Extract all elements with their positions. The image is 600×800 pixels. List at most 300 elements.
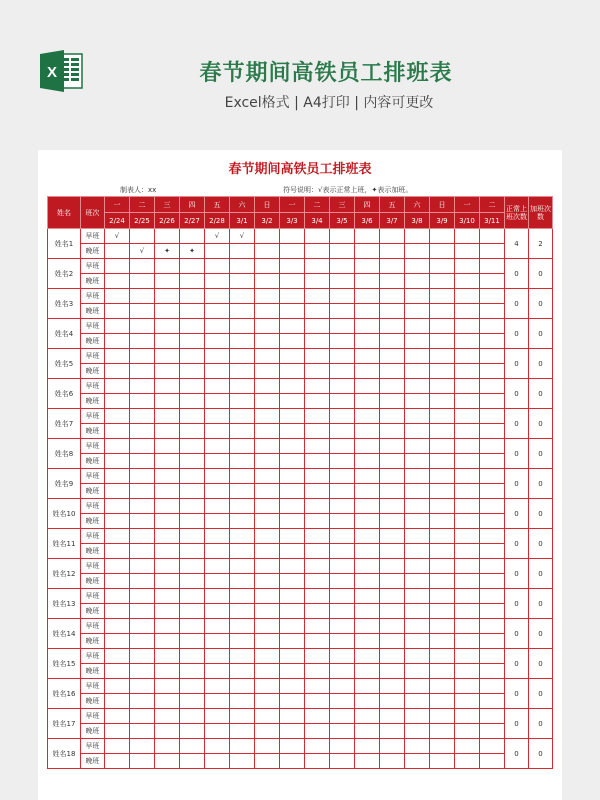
schedule-cell[interactable] bbox=[430, 334, 455, 349]
schedule-cell[interactable] bbox=[430, 454, 455, 469]
schedule-cell[interactable] bbox=[130, 409, 155, 424]
overtime-count-cell[interactable]: 0 bbox=[529, 439, 553, 469]
schedule-cell[interactable] bbox=[280, 709, 305, 724]
schedule-cell[interactable] bbox=[380, 694, 405, 709]
schedule-cell[interactable] bbox=[105, 724, 130, 739]
schedule-cell[interactable] bbox=[155, 559, 180, 574]
schedule-cell[interactable] bbox=[155, 724, 180, 739]
overtime-count-cell[interactable]: 0 bbox=[529, 289, 553, 319]
schedule-cell[interactable] bbox=[305, 334, 330, 349]
schedule-cell[interactable] bbox=[255, 709, 280, 724]
overtime-count-cell[interactable]: 0 bbox=[529, 379, 553, 409]
schedule-cell[interactable] bbox=[280, 229, 305, 244]
overtime-count-cell[interactable]: 2 bbox=[529, 229, 553, 259]
schedule-cell[interactable] bbox=[205, 244, 230, 259]
schedule-cell[interactable] bbox=[255, 469, 280, 484]
overtime-count-cell[interactable]: 0 bbox=[529, 709, 553, 739]
schedule-cell[interactable] bbox=[480, 529, 505, 544]
schedule-cell[interactable] bbox=[280, 469, 305, 484]
schedule-cell[interactable] bbox=[180, 454, 205, 469]
schedule-cell[interactable] bbox=[155, 469, 180, 484]
schedule-cell[interactable] bbox=[205, 559, 230, 574]
schedule-cell[interactable] bbox=[305, 349, 330, 364]
schedule-cell[interactable] bbox=[455, 274, 480, 289]
schedule-cell[interactable] bbox=[330, 694, 355, 709]
schedule-cell[interactable] bbox=[155, 619, 180, 634]
schedule-cell[interactable] bbox=[130, 634, 155, 649]
schedule-cell[interactable] bbox=[430, 754, 455, 769]
schedule-cell[interactable] bbox=[480, 454, 505, 469]
schedule-cell[interactable] bbox=[405, 454, 430, 469]
schedule-cell[interactable] bbox=[280, 394, 305, 409]
schedule-cell[interactable] bbox=[155, 379, 180, 394]
schedule-cell[interactable] bbox=[205, 304, 230, 319]
schedule-cell[interactable] bbox=[405, 544, 430, 559]
schedule-cell[interactable] bbox=[155, 319, 180, 334]
schedule-cell[interactable] bbox=[430, 634, 455, 649]
schedule-cell[interactable]: ✦ bbox=[180, 244, 205, 259]
schedule-cell[interactable] bbox=[305, 514, 330, 529]
schedule-cell[interactable] bbox=[480, 274, 505, 289]
schedule-cell[interactable] bbox=[280, 439, 305, 454]
schedule-cell[interactable] bbox=[155, 499, 180, 514]
schedule-cell[interactable] bbox=[205, 469, 230, 484]
schedule-cell[interactable] bbox=[155, 679, 180, 694]
schedule-cell[interactable] bbox=[480, 559, 505, 574]
schedule-cell[interactable] bbox=[205, 709, 230, 724]
schedule-cell[interactable] bbox=[480, 664, 505, 679]
employee-name[interactable]: 姓名4 bbox=[48, 319, 81, 349]
schedule-cell[interactable] bbox=[130, 529, 155, 544]
schedule-cell[interactable] bbox=[230, 574, 255, 589]
schedule-cell[interactable] bbox=[430, 544, 455, 559]
schedule-cell[interactable] bbox=[205, 649, 230, 664]
schedule-cell[interactable] bbox=[280, 634, 305, 649]
employee-name[interactable]: 姓名15 bbox=[48, 649, 81, 679]
schedule-cell[interactable] bbox=[430, 304, 455, 319]
schedule-cell[interactable] bbox=[455, 334, 480, 349]
schedule-cell[interactable] bbox=[430, 349, 455, 364]
schedule-cell[interactable] bbox=[105, 244, 130, 259]
schedule-cell[interactable] bbox=[330, 274, 355, 289]
schedule-cell[interactable] bbox=[405, 529, 430, 544]
overtime-count-cell[interactable]: 0 bbox=[529, 739, 553, 769]
schedule-cell[interactable] bbox=[380, 409, 405, 424]
schedule-cell[interactable] bbox=[205, 454, 230, 469]
schedule-cell[interactable] bbox=[380, 334, 405, 349]
employee-name[interactable]: 姓名1 bbox=[48, 229, 81, 259]
schedule-cell[interactable] bbox=[180, 424, 205, 439]
schedule-cell[interactable] bbox=[330, 409, 355, 424]
schedule-cell[interactable] bbox=[380, 454, 405, 469]
schedule-cell[interactable] bbox=[480, 394, 505, 409]
schedule-cell[interactable] bbox=[330, 454, 355, 469]
employee-name[interactable]: 姓名9 bbox=[48, 469, 81, 499]
schedule-cell[interactable] bbox=[105, 739, 130, 754]
schedule-cell[interactable] bbox=[455, 709, 480, 724]
schedule-cell[interactable] bbox=[130, 544, 155, 559]
schedule-cell[interactable] bbox=[480, 289, 505, 304]
schedule-cell[interactable] bbox=[430, 709, 455, 724]
employee-name[interactable]: 姓名6 bbox=[48, 379, 81, 409]
schedule-cell[interactable] bbox=[130, 724, 155, 739]
schedule-cell[interactable] bbox=[230, 589, 255, 604]
normal-count-cell[interactable]: 0 bbox=[505, 649, 529, 679]
schedule-cell[interactable] bbox=[280, 409, 305, 424]
normal-count-cell[interactable]: 0 bbox=[505, 379, 529, 409]
schedule-cell[interactable] bbox=[280, 544, 305, 559]
schedule-cell[interactable] bbox=[230, 739, 255, 754]
schedule-cell[interactable] bbox=[205, 529, 230, 544]
schedule-cell[interactable] bbox=[105, 439, 130, 454]
employee-name[interactable]: 姓名17 bbox=[48, 709, 81, 739]
schedule-cell[interactable] bbox=[255, 289, 280, 304]
schedule-cell[interactable] bbox=[430, 739, 455, 754]
schedule-cell[interactable] bbox=[105, 424, 130, 439]
schedule-cell[interactable] bbox=[430, 394, 455, 409]
schedule-cell[interactable] bbox=[180, 679, 205, 694]
schedule-cell[interactable] bbox=[230, 439, 255, 454]
normal-count-cell[interactable]: 0 bbox=[505, 529, 529, 559]
schedule-cell[interactable] bbox=[155, 274, 180, 289]
schedule-cell[interactable] bbox=[255, 319, 280, 334]
schedule-cell[interactable] bbox=[130, 229, 155, 244]
schedule-cell[interactable] bbox=[330, 544, 355, 559]
schedule-cell[interactable] bbox=[230, 469, 255, 484]
schedule-cell[interactable] bbox=[130, 289, 155, 304]
schedule-cell[interactable] bbox=[180, 724, 205, 739]
schedule-cell[interactable] bbox=[480, 244, 505, 259]
schedule-cell[interactable] bbox=[405, 439, 430, 454]
schedule-cell[interactable] bbox=[255, 349, 280, 364]
schedule-cell[interactable] bbox=[455, 349, 480, 364]
schedule-cell[interactable] bbox=[405, 724, 430, 739]
schedule-cell[interactable] bbox=[230, 364, 255, 379]
schedule-cell[interactable] bbox=[330, 619, 355, 634]
schedule-cell[interactable] bbox=[280, 604, 305, 619]
schedule-cell[interactable] bbox=[480, 589, 505, 604]
schedule-cell[interactable] bbox=[105, 589, 130, 604]
schedule-cell[interactable] bbox=[430, 469, 455, 484]
schedule-cell[interactable] bbox=[380, 529, 405, 544]
overtime-count-cell[interactable]: 0 bbox=[529, 529, 553, 559]
schedule-cell[interactable] bbox=[105, 469, 130, 484]
schedule-cell[interactable] bbox=[180, 439, 205, 454]
schedule-cell[interactable] bbox=[180, 604, 205, 619]
schedule-cell[interactable] bbox=[430, 274, 455, 289]
schedule-cell[interactable]: √ bbox=[130, 244, 155, 259]
schedule-cell[interactable] bbox=[330, 439, 355, 454]
employee-name[interactable]: 姓名13 bbox=[48, 589, 81, 619]
schedule-cell[interactable] bbox=[130, 574, 155, 589]
schedule-cell[interactable] bbox=[330, 499, 355, 514]
schedule-cell[interactable] bbox=[430, 439, 455, 454]
schedule-cell[interactable] bbox=[355, 529, 380, 544]
schedule-cell[interactable] bbox=[130, 619, 155, 634]
schedule-cell[interactable] bbox=[130, 439, 155, 454]
schedule-cell[interactable] bbox=[330, 589, 355, 604]
schedule-cell[interactable] bbox=[330, 724, 355, 739]
schedule-cell[interactable] bbox=[180, 754, 205, 769]
schedule-cell[interactable] bbox=[255, 559, 280, 574]
schedule-cell[interactable] bbox=[480, 604, 505, 619]
schedule-cell[interactable] bbox=[380, 289, 405, 304]
schedule-cell[interactable] bbox=[155, 709, 180, 724]
schedule-cell[interactable] bbox=[430, 574, 455, 589]
schedule-cell[interactable] bbox=[380, 394, 405, 409]
schedule-cell[interactable] bbox=[255, 259, 280, 274]
schedule-cell[interactable] bbox=[130, 649, 155, 664]
schedule-cell[interactable] bbox=[230, 604, 255, 619]
normal-count-cell[interactable]: 0 bbox=[505, 439, 529, 469]
schedule-cell[interactable] bbox=[130, 499, 155, 514]
schedule-cell[interactable] bbox=[430, 229, 455, 244]
schedule-cell[interactable] bbox=[330, 349, 355, 364]
schedule-cell[interactable] bbox=[230, 454, 255, 469]
schedule-cell[interactable] bbox=[355, 334, 380, 349]
schedule-cell[interactable] bbox=[380, 664, 405, 679]
schedule-cell[interactable] bbox=[280, 514, 305, 529]
schedule-cell[interactable] bbox=[430, 559, 455, 574]
schedule-cell[interactable] bbox=[280, 649, 305, 664]
schedule-cell[interactable] bbox=[380, 484, 405, 499]
schedule-cell[interactable] bbox=[130, 349, 155, 364]
schedule-cell[interactable] bbox=[305, 424, 330, 439]
schedule-cell[interactable] bbox=[430, 514, 455, 529]
schedule-cell[interactable] bbox=[355, 739, 380, 754]
schedule-cell[interactable] bbox=[180, 394, 205, 409]
schedule-cell[interactable] bbox=[305, 259, 330, 274]
schedule-cell[interactable] bbox=[305, 694, 330, 709]
schedule-cell[interactable] bbox=[405, 304, 430, 319]
schedule-cell[interactable] bbox=[305, 304, 330, 319]
schedule-cell[interactable] bbox=[205, 619, 230, 634]
schedule-cell[interactable] bbox=[205, 514, 230, 529]
schedule-cell[interactable] bbox=[305, 544, 330, 559]
schedule-cell[interactable] bbox=[155, 424, 180, 439]
schedule-cell[interactable] bbox=[255, 454, 280, 469]
schedule-cell[interactable] bbox=[330, 709, 355, 724]
schedule-cell[interactable] bbox=[405, 664, 430, 679]
employee-name[interactable]: 姓名14 bbox=[48, 619, 81, 649]
schedule-cell[interactable] bbox=[305, 229, 330, 244]
schedule-cell[interactable] bbox=[405, 754, 430, 769]
schedule-cell[interactable]: √ bbox=[105, 229, 130, 244]
schedule-cell[interactable] bbox=[280, 424, 305, 439]
schedule-cell[interactable] bbox=[405, 484, 430, 499]
schedule-cell[interactable] bbox=[455, 319, 480, 334]
schedule-cell[interactable] bbox=[480, 364, 505, 379]
schedule-cell[interactable] bbox=[455, 499, 480, 514]
normal-count-cell[interactable]: 0 bbox=[505, 709, 529, 739]
schedule-cell[interactable] bbox=[380, 499, 405, 514]
schedule-cell[interactable] bbox=[230, 754, 255, 769]
schedule-cell[interactable] bbox=[280, 679, 305, 694]
schedule-cell[interactable] bbox=[130, 424, 155, 439]
schedule-cell[interactable] bbox=[455, 634, 480, 649]
schedule-cell[interactable] bbox=[205, 739, 230, 754]
schedule-cell[interactable] bbox=[405, 589, 430, 604]
schedule-cell[interactable] bbox=[180, 379, 205, 394]
schedule-cell[interactable] bbox=[480, 754, 505, 769]
schedule-cell[interactable] bbox=[455, 454, 480, 469]
schedule-cell[interactable] bbox=[480, 424, 505, 439]
schedule-cell[interactable] bbox=[180, 619, 205, 634]
schedule-cell[interactable] bbox=[455, 484, 480, 499]
schedule-cell[interactable] bbox=[430, 589, 455, 604]
schedule-cell[interactable] bbox=[105, 259, 130, 274]
schedule-cell[interactable] bbox=[430, 379, 455, 394]
schedule-cell[interactable] bbox=[480, 469, 505, 484]
schedule-cell[interactable] bbox=[405, 229, 430, 244]
schedule-cell[interactable] bbox=[230, 664, 255, 679]
normal-count-cell[interactable]: 0 bbox=[505, 319, 529, 349]
schedule-cell[interactable] bbox=[155, 694, 180, 709]
schedule-cell[interactable] bbox=[205, 574, 230, 589]
schedule-cell[interactable] bbox=[480, 634, 505, 649]
schedule-cell[interactable] bbox=[330, 739, 355, 754]
schedule-cell[interactable] bbox=[430, 289, 455, 304]
schedule-cell[interactable] bbox=[355, 604, 380, 619]
schedule-cell[interactable] bbox=[405, 289, 430, 304]
schedule-cell[interactable] bbox=[430, 649, 455, 664]
schedule-cell[interactable] bbox=[305, 454, 330, 469]
schedule-cell[interactable] bbox=[205, 694, 230, 709]
schedule-cell[interactable] bbox=[380, 589, 405, 604]
schedule-cell[interactable] bbox=[355, 454, 380, 469]
schedule-cell[interactable] bbox=[330, 649, 355, 664]
schedule-cell[interactable] bbox=[105, 274, 130, 289]
schedule-cell[interactable] bbox=[405, 334, 430, 349]
schedule-cell[interactable] bbox=[130, 484, 155, 499]
schedule-cell[interactable] bbox=[230, 544, 255, 559]
schedule-cell[interactable] bbox=[330, 334, 355, 349]
schedule-cell[interactable] bbox=[380, 364, 405, 379]
schedule-cell[interactable] bbox=[355, 469, 380, 484]
schedule-cell[interactable] bbox=[455, 694, 480, 709]
schedule-cell[interactable] bbox=[255, 439, 280, 454]
overtime-count-cell[interactable]: 0 bbox=[529, 319, 553, 349]
schedule-cell[interactable] bbox=[455, 514, 480, 529]
schedule-cell[interactable] bbox=[455, 439, 480, 454]
schedule-cell[interactable] bbox=[405, 364, 430, 379]
schedule-cell[interactable] bbox=[355, 304, 380, 319]
schedule-cell[interactable] bbox=[305, 364, 330, 379]
schedule-cell[interactable] bbox=[180, 589, 205, 604]
schedule-cell[interactable] bbox=[455, 409, 480, 424]
employee-name[interactable]: 姓名8 bbox=[48, 439, 81, 469]
schedule-cell[interactable] bbox=[455, 289, 480, 304]
schedule-cell[interactable] bbox=[180, 544, 205, 559]
schedule-cell[interactable] bbox=[130, 709, 155, 724]
schedule-cell[interactable] bbox=[230, 499, 255, 514]
schedule-cell[interactable] bbox=[280, 334, 305, 349]
schedule-cell[interactable] bbox=[155, 544, 180, 559]
schedule-cell[interactable] bbox=[380, 349, 405, 364]
schedule-cell[interactable] bbox=[455, 379, 480, 394]
schedule-cell[interactable] bbox=[455, 604, 480, 619]
schedule-cell[interactable] bbox=[405, 679, 430, 694]
schedule-cell[interactable] bbox=[355, 289, 380, 304]
schedule-cell[interactable] bbox=[280, 694, 305, 709]
employee-name[interactable]: 姓名3 bbox=[48, 289, 81, 319]
employee-name[interactable]: 姓名11 bbox=[48, 529, 81, 559]
schedule-cell[interactable] bbox=[455, 559, 480, 574]
schedule-cell[interactable] bbox=[105, 544, 130, 559]
schedule-cell[interactable] bbox=[355, 694, 380, 709]
schedule-cell[interactable] bbox=[230, 709, 255, 724]
schedule-cell[interactable] bbox=[455, 754, 480, 769]
schedule-cell[interactable] bbox=[205, 499, 230, 514]
schedule-cell[interactable] bbox=[105, 634, 130, 649]
overtime-count-cell[interactable]: 0 bbox=[529, 349, 553, 379]
schedule-cell[interactable] bbox=[255, 664, 280, 679]
schedule-cell[interactable] bbox=[430, 529, 455, 544]
schedule-cell[interactable] bbox=[480, 379, 505, 394]
schedule-cell[interactable] bbox=[155, 514, 180, 529]
schedule-cell[interactable] bbox=[480, 229, 505, 244]
schedule-cell[interactable] bbox=[130, 379, 155, 394]
schedule-cell[interactable] bbox=[105, 604, 130, 619]
schedule-cell[interactable] bbox=[230, 619, 255, 634]
schedule-cell[interactable] bbox=[305, 484, 330, 499]
schedule-cell[interactable] bbox=[305, 709, 330, 724]
schedule-cell[interactable] bbox=[430, 484, 455, 499]
schedule-cell[interactable] bbox=[355, 319, 380, 334]
schedule-cell[interactable] bbox=[355, 724, 380, 739]
schedule-cell[interactable] bbox=[155, 754, 180, 769]
schedule-cell[interactable] bbox=[305, 604, 330, 619]
schedule-cell[interactable] bbox=[180, 529, 205, 544]
schedule-cell[interactable] bbox=[330, 604, 355, 619]
overtime-count-cell[interactable]: 0 bbox=[529, 499, 553, 529]
schedule-cell[interactable] bbox=[280, 364, 305, 379]
schedule-cell[interactable] bbox=[355, 574, 380, 589]
schedule-cell[interactable] bbox=[430, 619, 455, 634]
schedule-cell[interactable] bbox=[355, 349, 380, 364]
schedule-cell[interactable] bbox=[405, 574, 430, 589]
schedule-cell[interactable] bbox=[205, 379, 230, 394]
schedule-cell[interactable] bbox=[105, 649, 130, 664]
schedule-cell[interactable] bbox=[405, 739, 430, 754]
schedule-cell[interactable] bbox=[180, 469, 205, 484]
schedule-cell[interactable] bbox=[130, 319, 155, 334]
schedule-cell[interactable] bbox=[280, 319, 305, 334]
schedule-cell[interactable] bbox=[180, 289, 205, 304]
schedule-cell[interactable] bbox=[480, 694, 505, 709]
schedule-cell[interactable] bbox=[380, 514, 405, 529]
schedule-cell[interactable] bbox=[355, 544, 380, 559]
schedule-cell[interactable]: ✦ bbox=[155, 244, 180, 259]
schedule-cell[interactable] bbox=[205, 394, 230, 409]
schedule-cell[interactable] bbox=[380, 619, 405, 634]
schedule-cell[interactable] bbox=[305, 289, 330, 304]
schedule-cell[interactable] bbox=[180, 649, 205, 664]
schedule-cell[interactable] bbox=[355, 649, 380, 664]
schedule-cell[interactable] bbox=[155, 664, 180, 679]
schedule-cell[interactable] bbox=[455, 679, 480, 694]
schedule-cell[interactable] bbox=[280, 274, 305, 289]
schedule-cell[interactable] bbox=[305, 439, 330, 454]
schedule-cell[interactable] bbox=[230, 514, 255, 529]
schedule-cell[interactable] bbox=[230, 559, 255, 574]
schedule-cell[interactable] bbox=[155, 529, 180, 544]
schedule-cell[interactable] bbox=[255, 604, 280, 619]
schedule-cell[interactable] bbox=[205, 289, 230, 304]
schedule-cell[interactable] bbox=[380, 739, 405, 754]
schedule-cell[interactable] bbox=[330, 514, 355, 529]
schedule-cell[interactable] bbox=[255, 619, 280, 634]
